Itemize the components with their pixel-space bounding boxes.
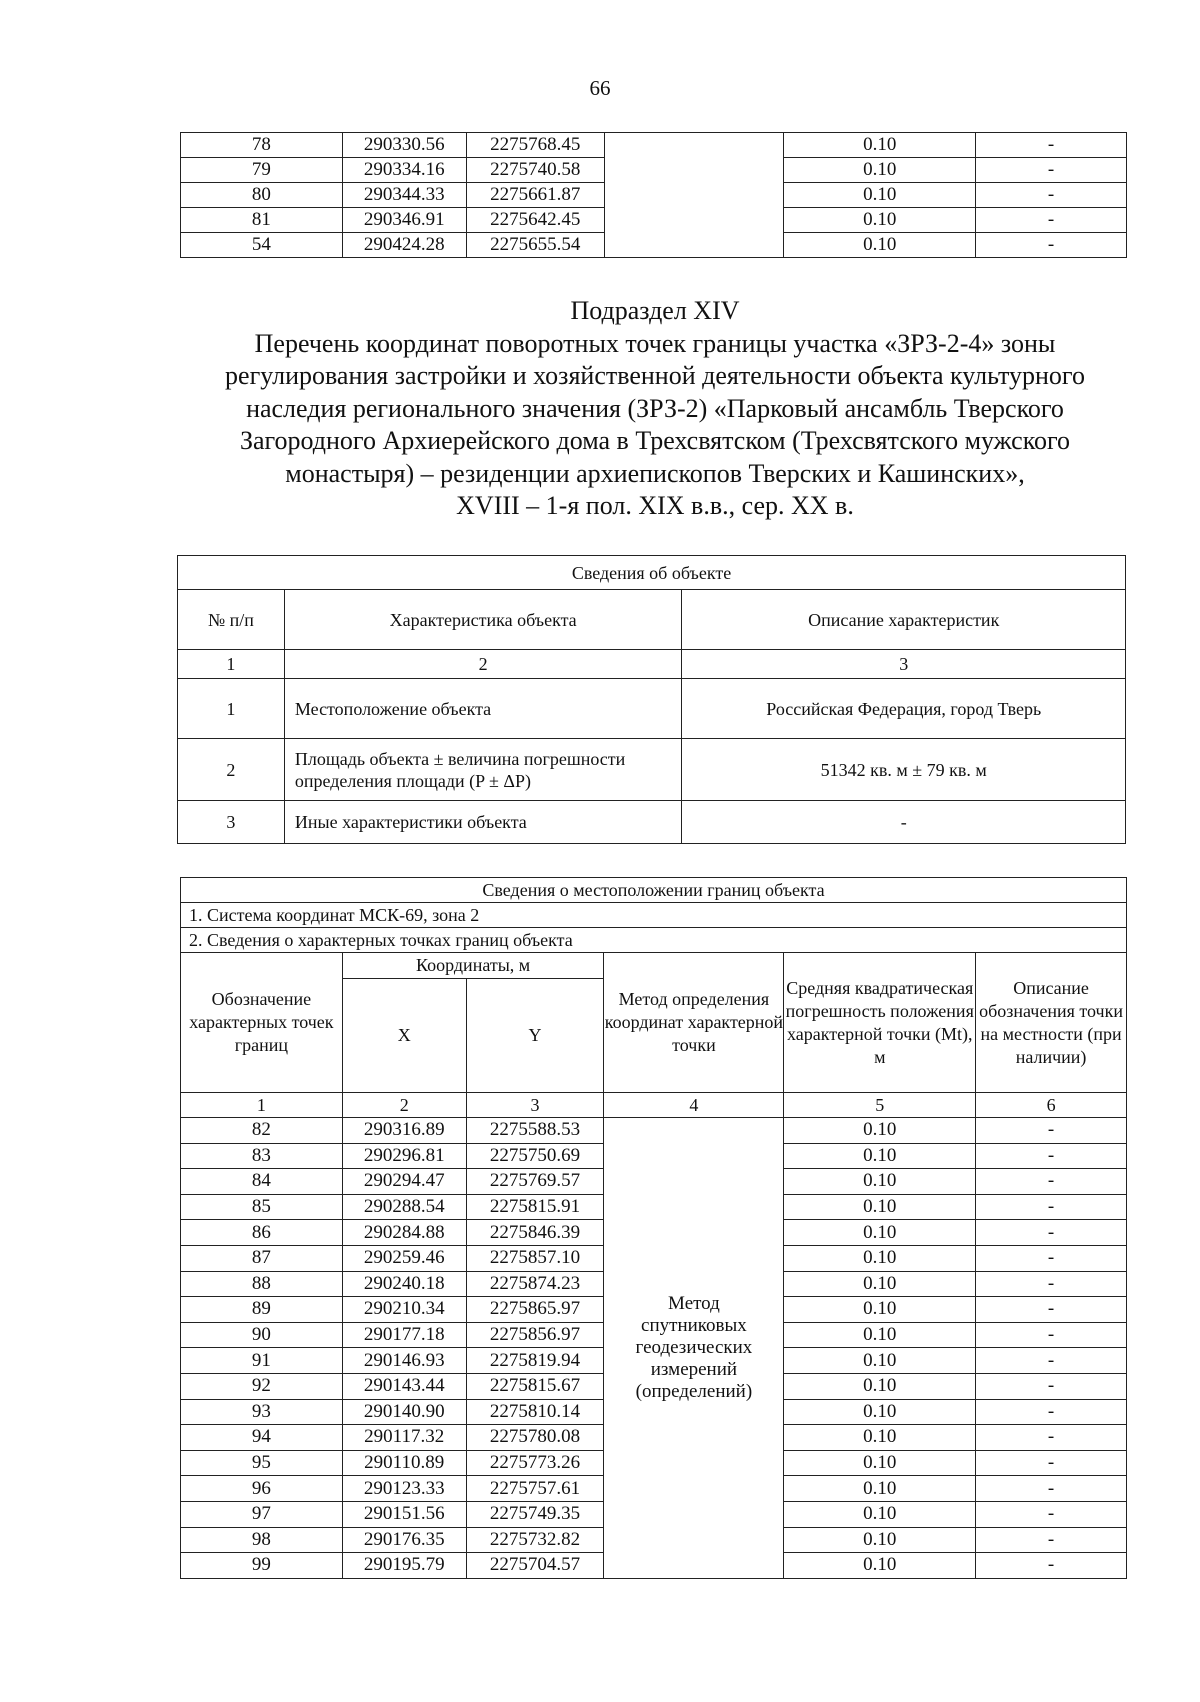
points-caption: 2. Сведения о характерных точках границ объекта xyxy=(181,928,1127,953)
coord-x: 290294.47 xyxy=(342,1169,466,1195)
coord-y: 2275815.91 xyxy=(466,1194,604,1220)
coord-y: 2275749.35 xyxy=(466,1501,604,1527)
point-description: - xyxy=(976,1297,1127,1323)
coord-y: 2275740.58 xyxy=(466,158,604,183)
col-number: 2 xyxy=(284,650,682,679)
heading-line: наследия регионального значения (ЗРЗ-2) «Парковый ансамбль Тверского xyxy=(246,393,1064,423)
coord-y: 2275732.82 xyxy=(466,1527,604,1553)
mt-value: 0.10 xyxy=(784,1169,976,1195)
coord-y: 2275857.10 xyxy=(466,1245,604,1271)
mt-value: 0.10 xyxy=(784,1450,976,1476)
heading-line: Загородного Архиерейского дома в Трехсвятском (Трехсвятского мужского xyxy=(239,426,1071,455)
coord-x: 290330.56 xyxy=(342,133,466,158)
col-number: 3 xyxy=(682,650,1126,679)
point-description: - xyxy=(976,1348,1127,1374)
coord-x: 290296.81 xyxy=(342,1143,466,1169)
header-description: Описание характеристик xyxy=(682,590,1126,650)
mt-value: 0.10 xyxy=(784,1425,976,1451)
col-number: 1 xyxy=(178,650,285,679)
point-description: - xyxy=(976,1220,1127,1246)
row-number: 3 xyxy=(178,801,285,844)
object-info-title: Сведения об объекте xyxy=(178,556,1126,590)
mt-value: 0.10 xyxy=(784,1297,976,1323)
point-description: - xyxy=(976,1527,1127,1553)
object-info-table xyxy=(177,555,1126,844)
table-row xyxy=(181,133,1127,158)
coord-x: 290288.54 xyxy=(342,1194,466,1220)
boundary-title: Сведения о местоположении границ объекта xyxy=(181,878,1127,903)
point-number: 87 xyxy=(181,1245,343,1271)
point-description: - xyxy=(976,1143,1127,1169)
mt-value: 0.10 xyxy=(784,133,976,158)
row-characteristic: Иные характеристики объекта xyxy=(284,801,682,844)
point-description: - xyxy=(976,1553,1127,1579)
coord-y: 2275588.53 xyxy=(466,1118,604,1144)
point-number: 54 xyxy=(181,233,343,258)
point-description: - xyxy=(976,1245,1127,1271)
row-number: 2 xyxy=(178,739,285,801)
coord-x: 290123.33 xyxy=(342,1476,466,1502)
point-description: - xyxy=(976,133,1127,158)
row-characteristic: Площадь объекта ± величина погрешности определения площади (P ± ΔP) xyxy=(284,739,682,801)
point-description: - xyxy=(976,1476,1127,1502)
point-number: 83 xyxy=(181,1143,343,1169)
coord-x: 290176.35 xyxy=(342,1527,466,1553)
continuation-coordinates-table xyxy=(180,132,1127,258)
point-description: - xyxy=(976,1118,1127,1144)
coord-y: 2275768.45 xyxy=(466,133,604,158)
coord-x: 290240.18 xyxy=(342,1271,466,1297)
point-description: - xyxy=(976,1271,1127,1297)
header-mt: Средняя квадратическая погрешность положения характерной точки (Mt), м xyxy=(784,953,976,1093)
row-characteristic: Местоположение объекта xyxy=(284,679,682,739)
point-number: 82 xyxy=(181,1118,343,1144)
page-number: 66 xyxy=(589,76,611,100)
coord-x: 290346.91 xyxy=(342,208,466,233)
boundary-points-table xyxy=(180,877,1127,1579)
col-number: 6 xyxy=(976,1093,1127,1118)
point-number: 95 xyxy=(181,1450,343,1476)
coord-y: 2275856.97 xyxy=(466,1322,604,1348)
point-description: - xyxy=(976,1399,1127,1425)
point-description: - xyxy=(976,1425,1127,1451)
header-method: Метод определения координат характерной точки xyxy=(604,953,784,1093)
header-characteristic: Характеристика объекта xyxy=(284,590,682,650)
heading-line: XVIII – 1-я пол. XIX в.в., сер. XX в. xyxy=(456,491,854,520)
point-description: - xyxy=(976,1194,1127,1220)
coord-x: 290424.28 xyxy=(342,233,466,258)
point-number: 89 xyxy=(181,1297,343,1323)
coord-x: 290259.46 xyxy=(342,1245,466,1271)
coord-x: 290143.44 xyxy=(342,1373,466,1399)
coord-x: 290151.56 xyxy=(342,1501,466,1527)
coord-x: 290177.18 xyxy=(342,1322,466,1348)
table-row xyxy=(181,1118,1127,1144)
mt-value: 0.10 xyxy=(784,1245,976,1271)
mt-value: 0.10 xyxy=(784,1194,976,1220)
coord-y: 2275846.39 xyxy=(466,1220,604,1246)
coord-x: 290210.34 xyxy=(342,1297,466,1323)
point-number: 94 xyxy=(181,1425,343,1451)
coord-y: 2275874.23 xyxy=(466,1271,604,1297)
coord-y: 2275819.94 xyxy=(466,1348,604,1374)
col-number: 3 xyxy=(466,1093,604,1118)
point-number: 92 xyxy=(181,1373,343,1399)
mt-value: 0.10 xyxy=(784,158,976,183)
col-number: 2 xyxy=(342,1093,466,1118)
mt-value: 0.10 xyxy=(784,1118,976,1144)
point-number: 96 xyxy=(181,1476,343,1502)
mt-value: 0.10 xyxy=(784,1373,976,1399)
method-cell-empty xyxy=(604,133,784,258)
mt-value: 0.10 xyxy=(784,208,976,233)
point-number: 86 xyxy=(181,1220,343,1246)
coord-y: 2275757.61 xyxy=(466,1476,604,1502)
coordinate-system: 1. Система координат МСК-69, зона 2 xyxy=(181,903,1127,928)
heading-line: регулирования застройки и хозяйственной деятельности объекта культурного xyxy=(225,361,1085,390)
subsection-title: Подраздел XIV xyxy=(570,296,740,325)
coord-x: 290334.16 xyxy=(342,158,466,183)
point-description: - xyxy=(976,208,1127,233)
method-cell: Метод спутниковых геодезических измерений (определений) xyxy=(604,1118,784,1579)
coord-x: 290316.89 xyxy=(342,1118,466,1144)
coord-x: 290195.79 xyxy=(342,1553,466,1579)
point-description: - xyxy=(976,1322,1127,1348)
coord-y: 2275661.87 xyxy=(466,183,604,208)
coord-x: 290284.88 xyxy=(342,1220,466,1246)
point-number: 99 xyxy=(181,1553,343,1579)
col-number: 5 xyxy=(784,1093,976,1118)
mt-value: 0.10 xyxy=(784,1220,976,1246)
row-number: 1 xyxy=(178,679,285,739)
section-heading xyxy=(170,295,1140,523)
point-number: 90 xyxy=(181,1322,343,1348)
point-number: 88 xyxy=(181,1271,343,1297)
point-number: 91 xyxy=(181,1348,343,1374)
coord-x: 290140.90 xyxy=(342,1399,466,1425)
mt-value: 0.10 xyxy=(784,1527,976,1553)
coord-y: 2275780.08 xyxy=(466,1425,604,1451)
heading-line: Перечень координат поворотных точек границы участка «ЗРЗ-2-4» зоны xyxy=(254,328,1056,358)
coord-y: 2275655.54 xyxy=(466,233,604,258)
header-x: X xyxy=(342,979,466,1093)
point-description: - xyxy=(976,1373,1127,1399)
header-description: Описание обозначения точки на местности (при наличии) xyxy=(976,953,1127,1093)
mt-value: 0.10 xyxy=(784,1476,976,1502)
mt-value: 0.10 xyxy=(784,183,976,208)
col-number: 1 xyxy=(181,1093,343,1118)
mt-value: 0.10 xyxy=(784,1271,976,1297)
row-description: Российская Федерация, город Тверь xyxy=(682,679,1126,739)
point-description: - xyxy=(976,1450,1127,1476)
point-number: 97 xyxy=(181,1501,343,1527)
point-number: 98 xyxy=(181,1527,343,1553)
point-number: 81 xyxy=(181,208,343,233)
header-y: Y xyxy=(466,979,604,1093)
coord-y: 2275773.26 xyxy=(466,1450,604,1476)
col-number: 4 xyxy=(604,1093,784,1118)
coord-y: 2275865.97 xyxy=(466,1297,604,1323)
point-description: - xyxy=(976,1169,1127,1195)
coord-y: 2275642.45 xyxy=(466,208,604,233)
coord-y: 2275704.57 xyxy=(466,1553,604,1579)
coord-y: 2275769.57 xyxy=(466,1169,604,1195)
point-number: 79 xyxy=(181,158,343,183)
point-description: - xyxy=(976,1501,1127,1527)
point-number: 85 xyxy=(181,1194,343,1220)
coord-x: 290117.32 xyxy=(342,1425,466,1451)
mt-value: 0.10 xyxy=(784,1143,976,1169)
coord-y: 2275810.14 xyxy=(466,1399,604,1425)
row-description: 51342 кв. м ± 79 кв. м xyxy=(682,739,1126,801)
point-number: 80 xyxy=(181,183,343,208)
mt-value: 0.10 xyxy=(784,1322,976,1348)
header-coordinates: Координаты, м xyxy=(342,953,604,979)
point-description: - xyxy=(976,183,1127,208)
header-number: № п/п xyxy=(178,590,285,650)
point-number: 84 xyxy=(181,1169,343,1195)
coord-y: 2275815.67 xyxy=(466,1373,604,1399)
point-number: 93 xyxy=(181,1399,343,1425)
point-description: - xyxy=(976,158,1127,183)
mt-value: 0.10 xyxy=(784,1553,976,1579)
coord-x: 290146.93 xyxy=(342,1348,466,1374)
mt-value: 0.10 xyxy=(784,1399,976,1425)
row-description: - xyxy=(682,801,1126,844)
coord-x: 290110.89 xyxy=(342,1450,466,1476)
coord-y: 2275750.69 xyxy=(466,1143,604,1169)
mt-value: 0.10 xyxy=(784,1501,976,1527)
header-designation: Обозначение характерных точек границ xyxy=(181,953,343,1093)
coord-x: 290344.33 xyxy=(342,183,466,208)
point-description: - xyxy=(976,233,1127,258)
heading-line: монастыря) – резиденции архиепископов Тверских и Кашинских», xyxy=(285,458,1025,488)
mt-value: 0.10 xyxy=(784,1348,976,1374)
point-number: 78 xyxy=(181,133,343,158)
mt-value: 0.10 xyxy=(784,233,976,258)
